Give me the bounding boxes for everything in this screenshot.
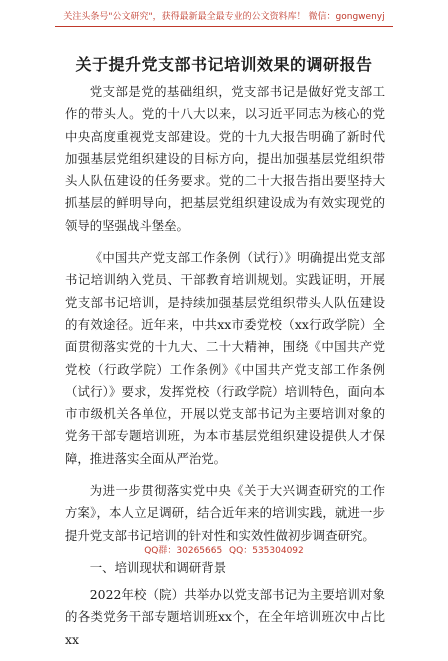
document-body — [65, 81, 385, 661]
footer-contact-note: QQ群：30265665 QQ：535304092 — [144, 546, 304, 556]
body-paragraph-4: 2022年校（院）共举办以党支部书记为主要培训对象的各类党务干部专题培训班xx个，在全年培训班次中占比xx — [65, 586, 385, 647]
body-paragraph-2: 《中国共产党支部工作条例（试行）》明确提出党支部书记培训纳入党员、干部教育培训规划。实践证明，开展党支部书记培训，是持续加强基层党组织带头人队伍建设的有效途径。近年来，中共xx市委党校（xx行政学院）全面贯彻落实党的十九大、二十大精神，围绕《中国共产党党校（行政学院）工作条例》《中国共产党支部工作条例（试行）》要求，发挥党校（行政学院）培训特色，面向本市市级机关各单位，开展以党支部书记为主要培训对象的党务干部专题培训班，为本市基层党组织建设提供人才保障，推进落实全面从严治党。 — [65, 250, 385, 466]
header-divider — [55, 26, 393, 27]
body-paragraph-3: 为进一步贯彻落实党中央《关于大兴调查研究的工作方案》，本人立足调研，结合近年来的培训实践，就进一步提升党支部书记培训的针对性和实效性做初步调查研究。 — [65, 483, 385, 543]
section-heading: 一、培训现状和调研背景 — [89, 559, 227, 575]
header-promo-note: 关注头条号"公文研究"，获得最新最全最专业的公文资料库！ 微信：gongwenyj — [63, 12, 385, 22]
document-title: 关于提升党支部书记培训效果的调研报告 — [75, 55, 373, 74]
body-paragraph-1: 党支部是党的基础组织，党支部书记是做好党支部工作的带头人。党的十八大以来，以习近平同志为核心的党中央高度重视党支部建设。党的十九大报告明确了新时代加强基层党组织建设的目标方向，提出加强基层党组织带头人队伍建设的任务要求。党的二十大报告指出要坚持大抓基层的鲜明导向，把基层党组织建设成为有效实现党的领导的坚强战斗堡垒。 — [65, 84, 385, 233]
